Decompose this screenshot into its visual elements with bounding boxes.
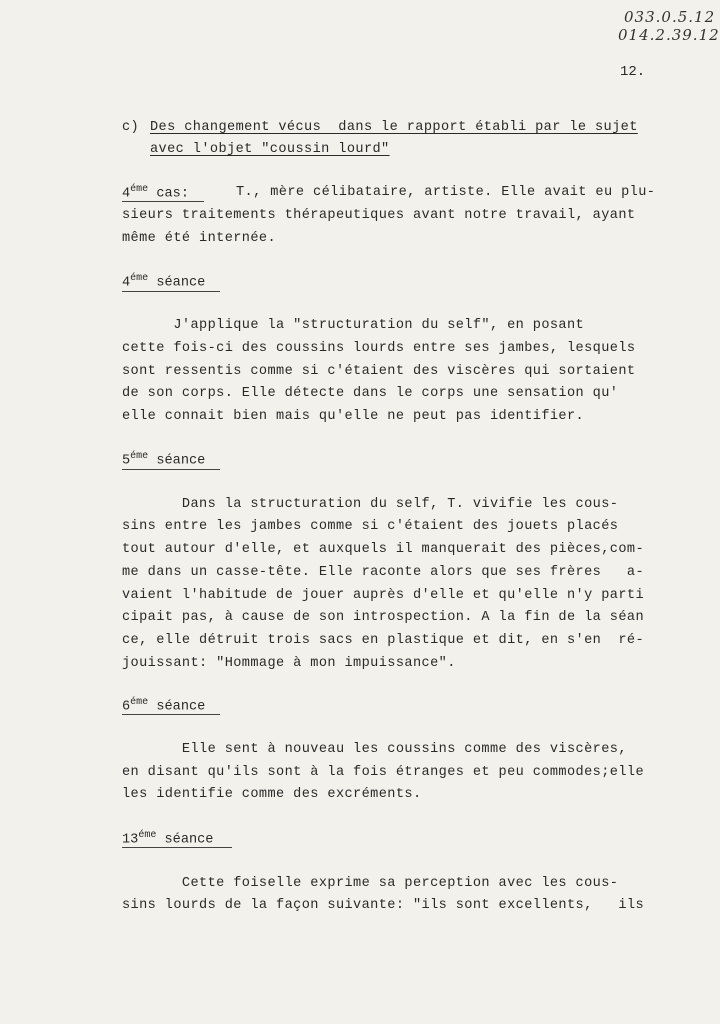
session6-line: Elle sent à nouveau les coussins comme des viscères, — [122, 742, 627, 757]
session5-line: sins entre les jambes comme si c'étaient des jouets placés — [122, 519, 619, 534]
case4-heading — [122, 184, 189, 202]
session5-line: jouissant: "Hommage à mon impuissance". — [122, 656, 456, 671]
session13-line: Cette foiselle exprime sa perception avec les cous- — [122, 876, 619, 891]
session4-heading — [122, 273, 205, 291]
session4-heading-underline — [122, 291, 220, 292]
case4-line1: T., mère célibataire, artiste. Elle avait eu plu- — [236, 185, 656, 200]
handwritten-reference-2: 014.2.39.12 — [618, 26, 720, 44]
session5-line: tout autour d'elle, et auxquels il manquerait des pièces,com- — [122, 542, 645, 557]
session6-number: 6 — [122, 699, 131, 715]
session4-line: cette fois-ci des coussins lourds entre ses jambes, lesquels — [122, 341, 636, 356]
session5-line: vaient l'habitude de jouer auprès d'elle et qu'elle n'y parti — [122, 588, 645, 603]
session5-line: Dans la structuration du self, T. vivifie les cous- — [122, 497, 619, 512]
session5-heading-underline — [122, 469, 220, 470]
session5-number: 5 — [122, 453, 131, 469]
case4-line2: sieurs traitements thérapeutiques avant notre travail, ayant — [122, 208, 636, 223]
session5-heading — [122, 451, 205, 469]
session13-sup: éme — [138, 830, 157, 841]
section-c-title-line2: avec l'objet "coussin lourd" — [150, 142, 390, 157]
session13-heading — [122, 830, 213, 848]
session13-number: 13 — [122, 832, 139, 848]
session5-line: cipait pas, à cause de son introspection. A la fin de la séan — [122, 610, 645, 625]
session6-line: en disant qu'ils sont à la fois étranges et peu commodes;elle — [122, 765, 645, 780]
case4-number: 4 — [122, 186, 131, 202]
session4-sup: éme — [130, 273, 149, 284]
case4-heading-underline — [122, 201, 204, 202]
session13-label: séance — [164, 832, 214, 848]
session4-number: 4 — [122, 275, 131, 291]
session5-label: séance — [156, 453, 206, 469]
session13-heading-underline — [122, 847, 232, 848]
session6-sup: éme — [130, 697, 149, 708]
session6-heading — [122, 697, 205, 715]
page-number: 12. — [620, 64, 646, 80]
case4-label: cas: — [156, 186, 189, 202]
session6-heading-underline — [122, 714, 220, 715]
session4-line: elle connait bien mais qu'elle ne peut pas identifier. — [122, 409, 585, 424]
session4-line: J'applique la "structuration du self", en posant — [122, 318, 585, 333]
session5-line: ce, elle détruit trois sacs en plastique et dit, en s'en ré- — [122, 633, 645, 648]
session4-line: de son corps. Elle détecte dans le corps une sensation qu' — [122, 386, 619, 401]
session5-sup: éme — [130, 451, 149, 462]
session13-line: sins lourds de la façon suivante: "ils sont excellents, ils — [122, 898, 645, 913]
section-c-prefix: c) — [122, 120, 140, 135]
handwritten-reference-1: 033.0.5.12 — [624, 8, 716, 26]
session4-line: sont ressentis comme si c'étaient des viscères qui sortaient — [122, 364, 636, 379]
session4-label: séance — [156, 275, 206, 291]
section-c-title-line1: Des changement vécus dans le rapport établi par le sujet — [150, 120, 638, 135]
session6-line: les identifie comme des excréments. — [122, 787, 422, 802]
session5-line: me dans un casse-tête. Elle raconte alors que ses frères a- — [122, 565, 645, 580]
session6-label: séance — [156, 699, 206, 715]
case4-sup: éme — [130, 184, 149, 195]
case4-line3: même été internée. — [122, 231, 277, 246]
